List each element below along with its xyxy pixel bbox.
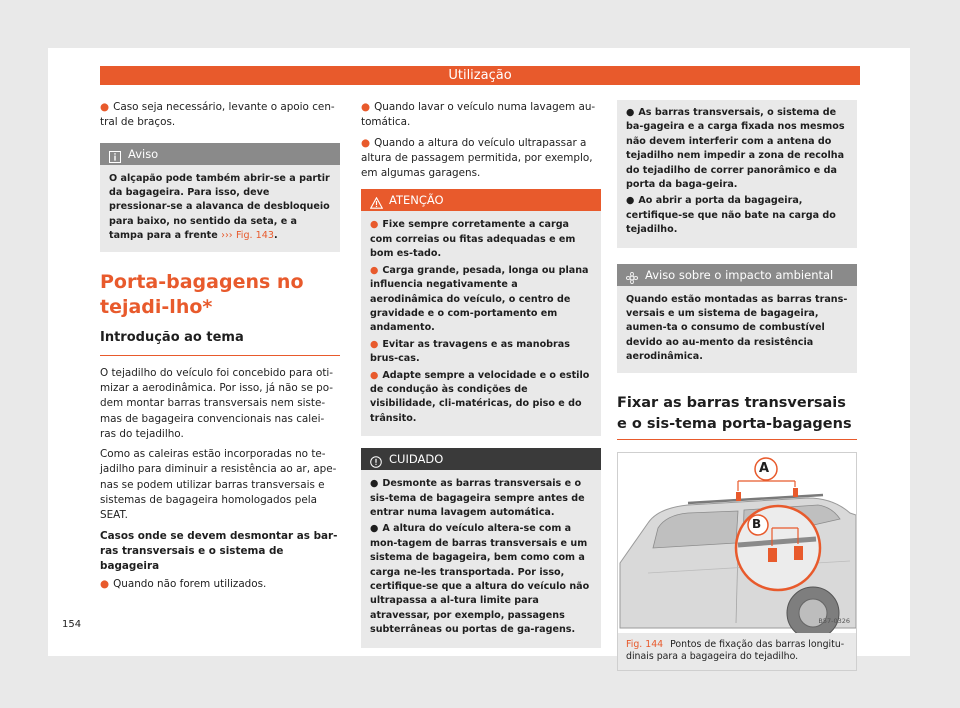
figure-caption: Fig. 144 Pontos de fixação das barras longitu-dinais para a bagageira do tejadilho. [618, 633, 856, 670]
environment-header [617, 264, 857, 286]
bullet-icon: ● [626, 107, 635, 118]
paragraph-heading: Casos onde se devem desmontar as bar-ras transversais e o sistema de bagageira [100, 529, 338, 572]
caution-continued-body [617, 100, 857, 248]
caution-continued-box [617, 100, 857, 248]
leaf-icon [626, 269, 638, 281]
note-header [100, 143, 340, 165]
bullet-icon: ● [370, 523, 379, 535]
list-item: ● Adapte sempre a velocidade e o estilo de condução às condições de visibilidade, cli-matéricas, do piso e do trânsito. [370, 369, 590, 424]
section-title: Porta-bagagens no tejadi-lho* [100, 270, 304, 318]
bullet-icon: ● [370, 478, 379, 490]
column-middle [361, 100, 601, 660]
list-item: ● Caso seja necessário, levante o apoio cen-tral de braços. [100, 101, 335, 129]
bullet-icon: ● [100, 577, 110, 590]
caution-title: CUIDADO [389, 452, 444, 467]
info-icon [109, 148, 121, 160]
bullet-icon: ● [370, 338, 379, 350]
list-item: ● Fixe sempre corretamente a carga com correias ou fitas adequadas e em bom es-tado. [370, 219, 576, 260]
bullet-icon: ● [361, 101, 371, 113]
bullet-icon: ● [626, 195, 635, 207]
image-code: B57-0326 [818, 617, 850, 626]
list-item: ● Quando a altura do veículo ultrapassar a altura de passagem permitida, por exemplo, em algumas garagens. [361, 136, 593, 180]
warning-title: ATENÇÃO [389, 193, 444, 208]
car-roof-illustration [618, 453, 856, 633]
caution-box [361, 448, 601, 647]
environment-box [617, 264, 857, 373]
list-item: ● Ao abrir a porta da bagageira, certifique-se que não bate na carga do tejadilho. [626, 195, 836, 236]
section-title: Fixar as barras transversais e o sis-tema porta-bagagens [617, 393, 857, 440]
paragraph: O tejadilho do veículo foi concebido para oti-mizar a aerodinâmica. Por isso, já não se po-dem montar barras transversais nem siste-mas de bagageira convencionais nas calei-ras do tejadilho. [100, 366, 334, 440]
bullet-icon: ● [100, 101, 110, 113]
note-box [100, 143, 340, 252]
list-item: ● Carga grande, pesada, longa ou plana influencia negativamente a aerodinâmica do veículo, o centro de gravidade e o com-portamento em andamento. [370, 264, 589, 334]
caution-body [361, 470, 601, 647]
exclamation-circle-icon [370, 453, 382, 465]
bullet-icon: ● [370, 219, 379, 231]
chapter-header: Utilização [100, 66, 860, 85]
list-item: ● Quando não forem utilizados. [100, 577, 267, 590]
ref-arrows: ››› [221, 230, 233, 242]
environment-body: Quando estão montadas as barras trans-versais e um sistema de bagageira, aumen-ta o consumo de combustível devido ao au-mento da resistência aerodinâmica. [626, 293, 848, 363]
column-left [100, 100, 340, 597]
list-item: ● Quando lavar o veículo numa lavagem au-tomática. [361, 101, 596, 129]
environment-title: Aviso sobre o impacto ambiental [645, 267, 834, 282]
bullet-icon: ● [361, 136, 371, 149]
subsection-title: Introdução ao tema [100, 329, 340, 356]
warning-body [361, 211, 601, 436]
list-item: ● As barras transversais, o sistema de ba-gageira e a carga fixada nos mesmos não devem interferir com a antena do tejadilho nem impedir a zona de recolha do tejadilho de correr panorâmico e da porta da baga-geira. [626, 107, 845, 191]
warning-triangle-icon [370, 194, 382, 206]
note-body: O alçapão pode também abrir-se a partir da bagageira. Para isso, deve pressionar-se a alavanca de desbloqueio para baixo, no sentido da seta, e a tampa para a frente ››› Fig. 143. [109, 172, 330, 242]
figure-144 [617, 452, 857, 671]
list-item: ● Desmonte as barras transversais e o sis-tema de bagageira sempre antes de entrar numa lavagem automática. [370, 478, 585, 518]
bullet-icon: ● [370, 264, 379, 276]
note-title: Aviso [128, 146, 159, 161]
bullet-icon: ● [370, 369, 379, 381]
page-number: 154 [62, 619, 82, 630]
paragraph: Como as caleiras estão incorporadas no te-jadilho para diminuir a resistência ao ar, ape-nas se podem utilizar barras transversais e sistemas de bagageira homologados pela SEAT. [100, 448, 337, 522]
label-a: A [759, 460, 770, 476]
figure-link[interactable]: Fig. 143 [235, 230, 274, 242]
warning-box [361, 189, 601, 436]
label-b: B [752, 516, 762, 531]
caution-header [361, 448, 601, 470]
list-item: ● Evitar as travagens e as manobras brus-cas. [370, 338, 570, 365]
warning-header [361, 189, 601, 211]
column-right [617, 100, 857, 671]
list-item: ● A altura do veículo altera-se com a mon-tagem de barras transversais e um sistema de bagageira, bem como com a carga ne-les transportada. Por isso, certifique-se que a altura do veículo não ultrapassa a al-tura limite para atravessar, por exemplo, passagens subterrâneas ou portas de ga-ragens. [370, 523, 590, 636]
figure-link[interactable]: Fig. 144 [626, 638, 664, 650]
